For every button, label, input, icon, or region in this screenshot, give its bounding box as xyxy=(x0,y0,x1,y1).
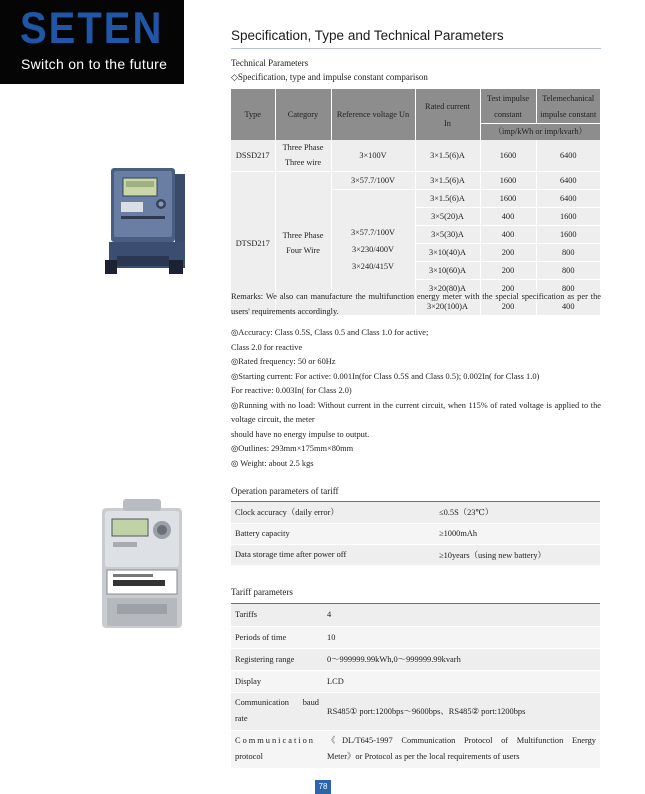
header-current-line2: In xyxy=(444,118,451,128)
tariff-key-baud xyxy=(231,692,323,730)
dtsd-voltage-mid2: 3×230/400V xyxy=(351,244,394,254)
title-divider xyxy=(231,48,601,49)
dtsd-test: 200 xyxy=(480,279,536,297)
dtsd-tele: 800 xyxy=(536,279,600,297)
operation-title: Operation parameters of tariff xyxy=(231,486,339,496)
dssd-test: 1600 xyxy=(480,140,536,171)
header-tele xyxy=(536,89,600,124)
brand-logo xyxy=(0,0,184,84)
tariff-key: Registering range xyxy=(231,648,323,670)
dtsd-current: 3×20(80)A xyxy=(415,279,480,297)
dtsd-tele: 6400 xyxy=(536,171,600,189)
technical-parameters-heading: Technical Parameters xyxy=(231,58,309,68)
tariff-key-protocol xyxy=(231,730,323,768)
header-current-line1: Rated current xyxy=(425,101,470,111)
dtsd-test: 400 xyxy=(480,225,536,243)
spec-starting-line2: For reactive: 0.003In( for Class 2.0) xyxy=(231,386,352,395)
dtsd-tele: 1600 xyxy=(536,207,600,225)
table-row xyxy=(231,692,600,730)
header-type: Type xyxy=(231,89,275,140)
dssd-type: DSSD217 xyxy=(231,140,275,171)
dtsd-category-line1: Three Phase xyxy=(282,231,324,240)
table-row xyxy=(231,544,600,565)
tariff-value: LCD xyxy=(323,670,600,692)
dtsd-tele: 800 xyxy=(536,243,600,261)
dtsd-current: 3×1.5(6)A xyxy=(415,171,480,189)
three-phase-meter-image xyxy=(99,164,199,279)
comparison-subheading: ◇Specification, type and impulse constant comparison xyxy=(231,72,428,82)
spec-accuracy-line2: Class 2.0 for reactive xyxy=(231,342,303,352)
spec-weight: ◎ Weight: about 2.5 kgs xyxy=(231,458,314,468)
table-row xyxy=(231,171,600,189)
dtsd-current: 3×5(20)A xyxy=(415,207,480,225)
protocol-value-line1: 《DL/T645-1997 Communication Protocol of Multifunction Energy xyxy=(327,736,596,745)
tariff-key: Tariffs xyxy=(231,604,323,626)
tariff-value: 0～999999.99kWh,0～999999.99kvarh xyxy=(323,648,600,670)
tariff-title: Tariff parameters xyxy=(231,587,293,597)
op-key: Data storage time after power off xyxy=(231,544,435,565)
dtsd-voltage-mid1: 3×57.7/100V xyxy=(350,227,396,237)
tariff-value-baud: RS485① port:1200bps～9600bps、RS485② port:1200bps xyxy=(323,692,600,730)
header-unit: （imp/kWh or imp/kvarh） xyxy=(480,124,600,141)
dtsd-voltage-mid3: 3×240/415V xyxy=(351,261,394,271)
table-row xyxy=(231,730,600,768)
dtsd-current: 3×20(100)A xyxy=(415,297,480,315)
dssd-category xyxy=(275,140,331,171)
dssd-current: 3×1.5(6)A xyxy=(415,140,480,171)
table-row xyxy=(231,523,600,544)
remarks-text: Remarks: We also can manufacture the multifunction energy meter with the special specification as per the users' requirements accordingly. xyxy=(231,292,601,316)
dtsd-test: 200 xyxy=(480,261,536,279)
table-row xyxy=(231,648,600,670)
dtsd-voltage-top: 3×57.7/100V xyxy=(331,171,415,189)
header-test-line1: Test impulse xyxy=(486,94,530,103)
single-phase-meter-image xyxy=(99,498,185,631)
logo-tagline: Switch on to the future xyxy=(21,56,168,72)
header-tele-line1: Telemechanical xyxy=(542,94,595,103)
dtsd-current: 3×10(60)A xyxy=(415,261,480,279)
table-row xyxy=(231,140,600,171)
spec-noload-line1: ◎Running with no load: Without current in the current circuit, when 115% of rated voltage is applied to the voltage circuit, the meter xyxy=(231,400,601,424)
dtsd-tele: 400 xyxy=(536,297,600,315)
header-category: Category xyxy=(275,89,331,140)
table-row xyxy=(231,604,600,626)
tariff-value-protocol xyxy=(323,730,600,768)
dtsd-tele: 1600 xyxy=(536,225,600,243)
dtsd-current: 3×10(40)A xyxy=(415,243,480,261)
op-key: Clock accuracy（daily error） xyxy=(231,502,435,523)
op-value: ≤0.5S（23℃） xyxy=(435,502,600,523)
tariff-value: 4 xyxy=(323,604,600,626)
dssd-category-line2: Three wire xyxy=(284,158,322,168)
dtsd-current: 3×5(30)A xyxy=(415,225,480,243)
protocol-key-line2: protocol xyxy=(235,752,263,761)
dtsd-test: 400 xyxy=(480,207,536,225)
page-number: 78 xyxy=(315,780,331,794)
header-voltage: Reference voltage Un xyxy=(331,89,415,140)
spec-frequency: ◎Rated frequency: 50 or 60Hz xyxy=(231,357,336,366)
dtsd-type: DTSD217 xyxy=(231,171,275,315)
spec-noload-line2: should have no energy impulse to output. xyxy=(231,429,370,439)
header-tele-line2: impulse constant xyxy=(540,110,597,119)
spec-list xyxy=(231,326,601,471)
tariff-value: 10 xyxy=(323,626,600,648)
tariff-key: Display xyxy=(231,670,323,692)
spec-outlines: ◎Outlines: 293mm×175mm×80mm xyxy=(231,444,354,453)
baud-key-line2: rate xyxy=(235,714,248,723)
baud-key-line1: Communication baud xyxy=(235,698,319,707)
header-current xyxy=(415,89,480,140)
dssd-voltage: 3×100V xyxy=(331,140,415,171)
spec-header-row xyxy=(231,89,600,124)
dtsd-test: 1600 xyxy=(480,189,536,207)
spec-starting-line1: ◎Starting current: For active: 0.001In(for Class 0.5S and Class 0.5); 0.002In( for Class 1.0) xyxy=(231,371,540,381)
logo-wordmark: SETEN xyxy=(20,4,164,54)
spec-accuracy-line1: ◎Accuracy: Class 0.5S, Class 0.5 and Class 1.0 for active; xyxy=(231,328,429,337)
protocol-key-line1: Communication xyxy=(235,736,315,745)
table-row xyxy=(231,626,600,648)
protocol-value-line2: Meter》or Protocol as per the local requirements of users xyxy=(327,752,520,761)
op-value: ≥10years（using new battery） xyxy=(435,544,600,565)
dtsd-tele: 6400 xyxy=(536,189,600,207)
op-value: ≥1000mAh xyxy=(435,523,600,544)
dssd-category-line1: Three Phase xyxy=(282,143,324,153)
page-title: Specification, Type and Technical Parameters xyxy=(231,28,504,43)
dtsd-test: 1600 xyxy=(480,171,536,189)
dssd-tele: 6400 xyxy=(536,140,600,171)
table-row xyxy=(231,670,600,692)
dtsd-test: 200 xyxy=(480,243,536,261)
dtsd-category-line2: Four Wire xyxy=(286,246,320,255)
dtsd-test: 200 xyxy=(480,297,536,315)
table-row xyxy=(231,502,600,523)
dtsd-current: 3×1.5(6)A xyxy=(415,189,480,207)
header-test xyxy=(480,89,536,124)
tariff-table xyxy=(231,604,600,769)
operation-table xyxy=(231,502,600,566)
header-test-line2: constant xyxy=(494,110,522,119)
dtsd-tele: 800 xyxy=(536,261,600,279)
op-key: Battery capacity xyxy=(231,523,435,544)
tariff-key: Periods of time xyxy=(231,626,323,648)
spec-table xyxy=(231,89,600,316)
